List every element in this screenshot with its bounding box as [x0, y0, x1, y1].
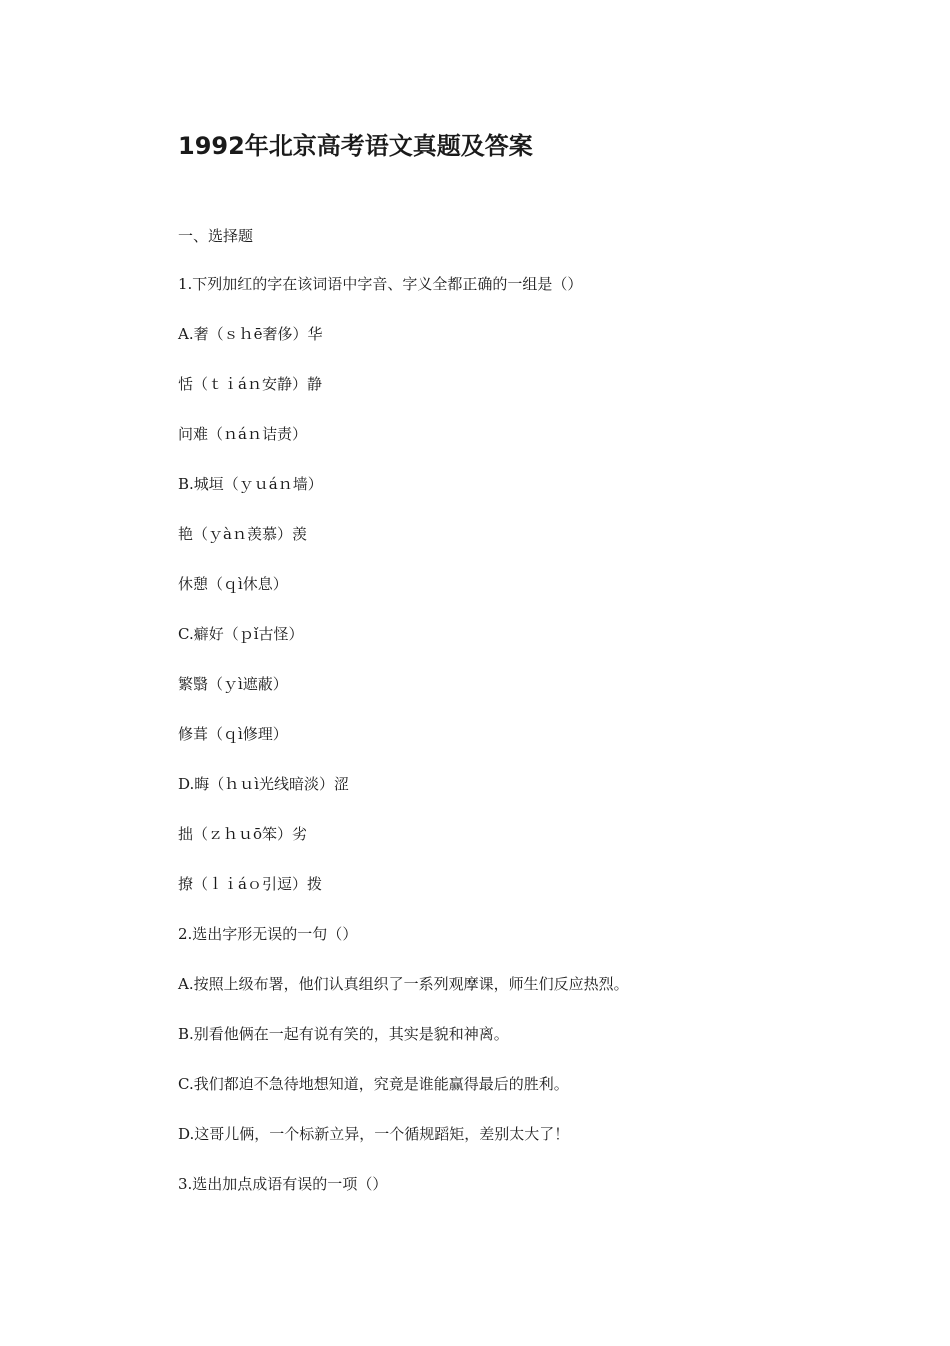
q1-option-d-line-1: D.晦（ｈｕì光线暗淡）涩: [178, 775, 350, 793]
q1-option-b-line-3: 休憩（ｑì休息）: [178, 575, 288, 593]
q1-option-d-line-2: 拙（ｚｈｕō笨）劣: [178, 825, 308, 843]
q1-option-d-line-3: 撩（ｌｉáｏ引逗）拨: [178, 875, 322, 893]
q1-option-c-line-3: 修葺（ｑì修理）: [178, 725, 288, 743]
q2-option-c: C.我们都迫不急待地想知道，究竟是谁能赢得最后的胜利。: [178, 1075, 569, 1093]
q2-option-b: B.别看他俩在一起有说有笑的，其实是貌和神离。: [178, 1025, 509, 1043]
q1-option-c-line-1: C.癖好（ｐǐ古怪）: [178, 625, 304, 643]
q1-option-b-line-1: B.城垣（ｙｕáｎ墙）: [178, 475, 323, 493]
q1-option-a-line-1: A.奢（ｓｈē奢侈）华: [178, 325, 323, 343]
q1-option-a-line-3: 问难（ｎáｎ诘责）: [178, 425, 307, 443]
q2-option-a: A.按照上级布署，他们认真组织了一系列观摩课，师生们反应热烈。: [178, 975, 629, 993]
document-title: 1992年北京高考语文真题及答案: [178, 132, 533, 160]
q1-option-b-line-2: 艳（ｙàｎ羡慕）羡: [178, 525, 307, 543]
q1-option-a-line-2: 恬（ｔｉáｎ安静）静: [178, 375, 322, 393]
question-3-stem: 3.选出加点成语有误的一项（）: [178, 1175, 388, 1193]
question-2-stem: 2.选出字形无误的一句（）: [178, 925, 358, 943]
q1-option-c-line-2: 繁翳（ｙì遮蔽）: [178, 675, 288, 693]
section-heading: 一、选择题: [178, 227, 254, 245]
q2-option-d: D.这哥儿俩，一个标新立异，一个循规蹈矩，差别太大了！: [178, 1125, 570, 1143]
question-1-stem: 1.下列加红的字在该词语中字音、字义全都正确的一组是（）: [178, 275, 583, 293]
